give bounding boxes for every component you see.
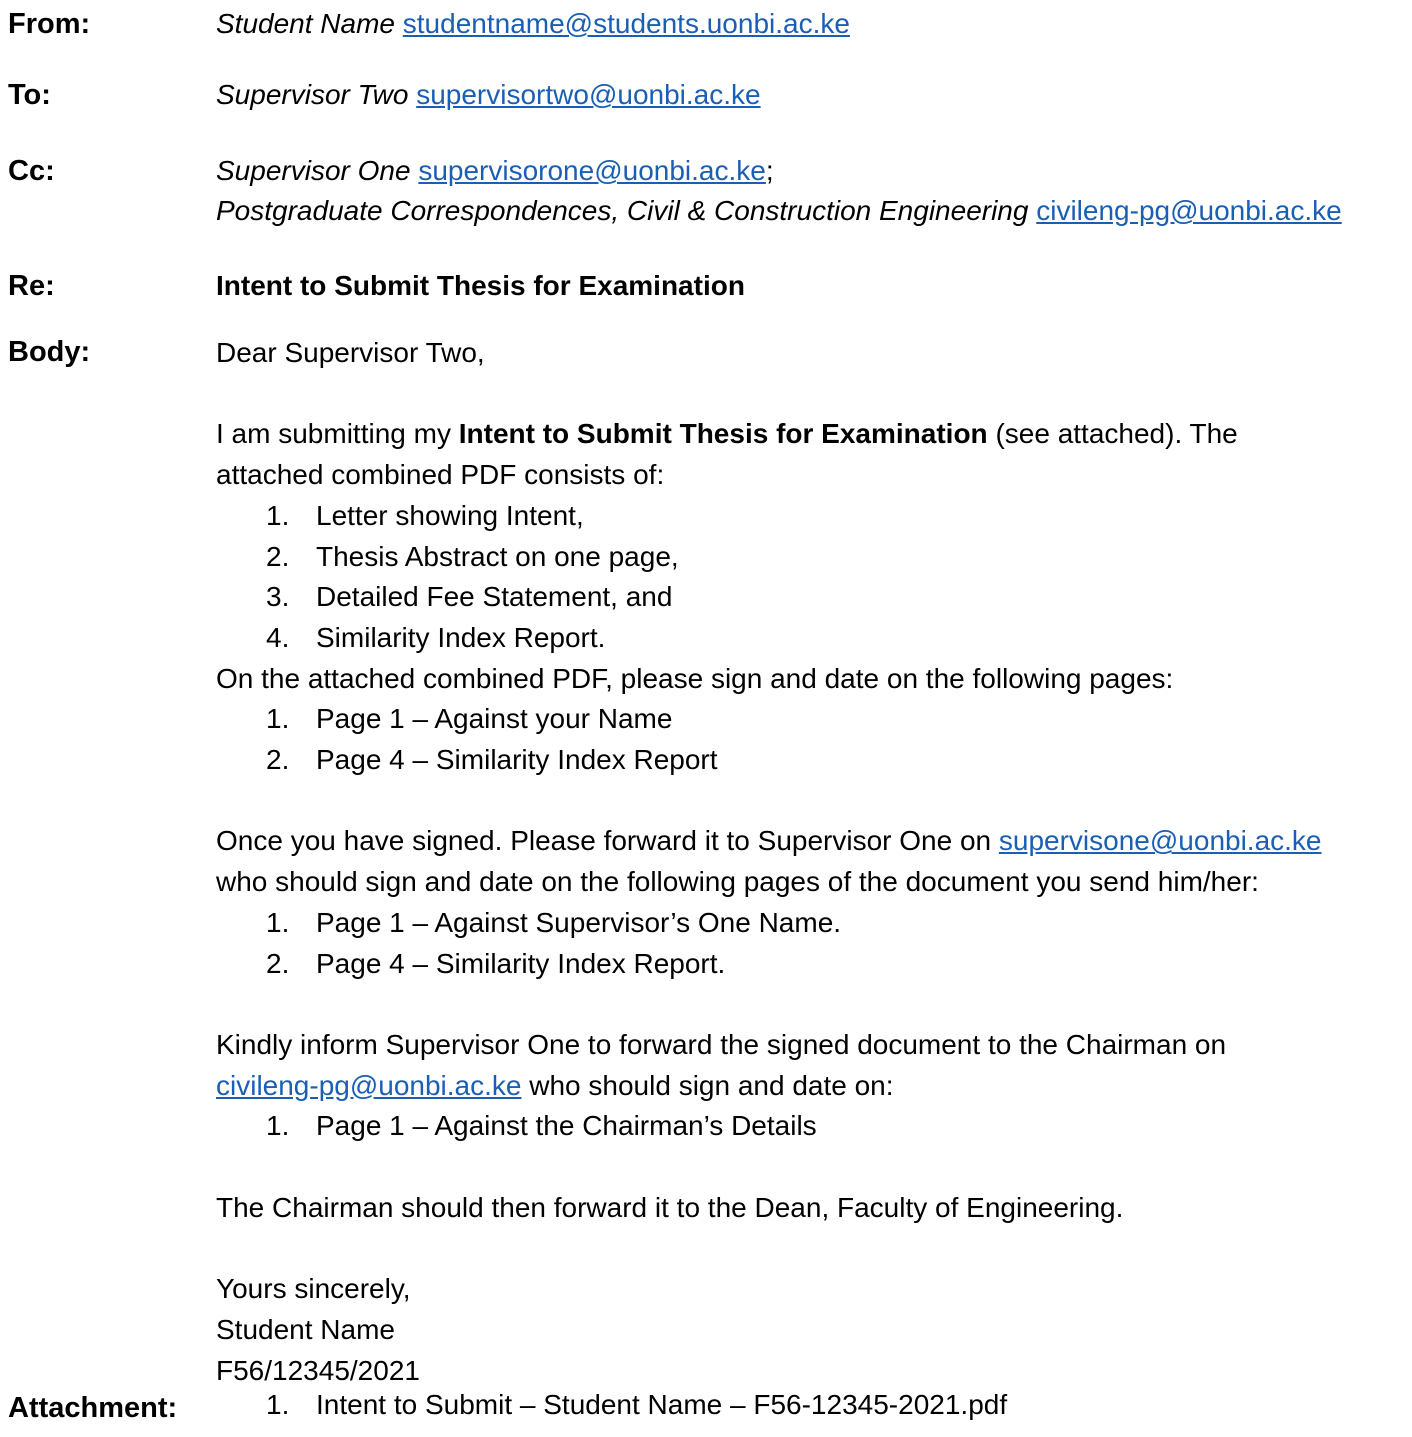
supervisor-one-pages-list — [216, 903, 1322, 984]
to-label: To: — [8, 79, 51, 111]
signature-id: F56/12345/2021 — [216, 1354, 420, 1386]
list-item: 2. Page 4 – Similarity Index Report — [266, 744, 718, 776]
cc-name-2: Postgraduate Correspondences, Civil & Construction Engineering — [216, 195, 1029, 226]
attachment-number: 1. — [266, 1389, 290, 1420]
re-label: Re: — [8, 270, 55, 302]
greeting: Dear Supervisor Two, — [216, 337, 485, 368]
paragraph-2: On the attached combined PDF, please sign and date on the following pages: — [216, 662, 1174, 694]
from-label: From: — [8, 8, 91, 40]
body-label: Body: — [8, 336, 91, 368]
sign-pages-list — [216, 699, 1322, 780]
chairman-email-link[interactable]: civileng-pg@uonbi.ac.ke — [216, 1069, 522, 1101]
list-item: 2. Thesis Abstract on one page, — [266, 540, 679, 572]
cc-email-link-1[interactable]: supervisorone@uonbi.ac.ke — [418, 155, 766, 186]
from-row — [216, 8, 850, 40]
attachment-filename: Intent to Submit – Student Name – F56-12345-2021.pdf — [316, 1389, 1008, 1420]
list-item: 1. Page 1 – Against Supervisor’s One Name. — [266, 906, 842, 938]
attachment-label: Attachment: — [8, 1392, 178, 1424]
signature-name: Student Name — [216, 1313, 395, 1345]
from-email-link[interactable]: studentname@students.uonbi.ac.ke — [402, 8, 850, 39]
paragraph-1-bold: Intent to Submit Thesis for Examination — [458, 418, 988, 450]
to-name: Supervisor Two — [216, 79, 409, 110]
pdf-contents-list — [216, 496, 1322, 659]
cc-row-2 — [216, 195, 1342, 227]
subject-line: Intent to Submit Thesis for Examination — [216, 270, 745, 301]
cc-row-1 — [216, 155, 774, 187]
cc-label: Cc: — [8, 155, 55, 187]
paragraph-4-line-2: civileng-pg@uonbi.ac.ke who should sign and date on: — [216, 1069, 894, 1101]
closing: Yours sincerely, — [216, 1273, 411, 1305]
supervisor-one-email-link[interactable]: supervisone@uonbi.ac.ke — [998, 825, 1322, 857]
paragraph-4-line-1: Kindly inform Supervisor One to forward the signed document to the Chairman on — [216, 1028, 1227, 1060]
from-name: Student Name — [216, 8, 395, 39]
to-row — [216, 79, 761, 111]
cc-email-link-2[interactable]: civileng-pg@uonbi.ac.ke — [1036, 195, 1342, 226]
cc-name-1: Supervisor One — [216, 155, 411, 186]
list-item: 1. Page 1 – Against your Name — [266, 703, 673, 735]
email-body — [216, 333, 1322, 1391]
paragraph-5: The Chairman should then forward it to the Dean, Faculty of Engineering. — [216, 1191, 1124, 1223]
to-email-link[interactable]: supervisortwo@uonbi.ac.ke — [416, 79, 761, 110]
list-item: 4. Similarity Index Report. — [266, 621, 606, 653]
list-item: 1. Page 1 – Against the Chairman’s Details — [266, 1110, 817, 1142]
paragraph-3-line-1: Once you have signed. Please forward it to Supervisor One on supervisone@uonbi.ac.ke — [216, 825, 1322, 857]
list-item: 1. Letter showing Intent, — [266, 499, 584, 531]
chairman-pages-list — [216, 1106, 1322, 1147]
list-item: 2. Page 4 – Similarity Index Report. — [266, 947, 726, 979]
paragraph-3-line-2: who should sign and date on the following pages of the document you send him/her: — [216, 866, 1259, 898]
cc-separator: ; — [765, 155, 774, 186]
list-item: 3. Detailed Fee Statement, and — [266, 581, 673, 613]
paragraph-1-line-2: attached combined PDF consists of: — [216, 459, 665, 491]
paragraph-1-line-1: I am submitting my Intent to Submit Thesis for Examination (see attached). The — [216, 418, 1238, 450]
